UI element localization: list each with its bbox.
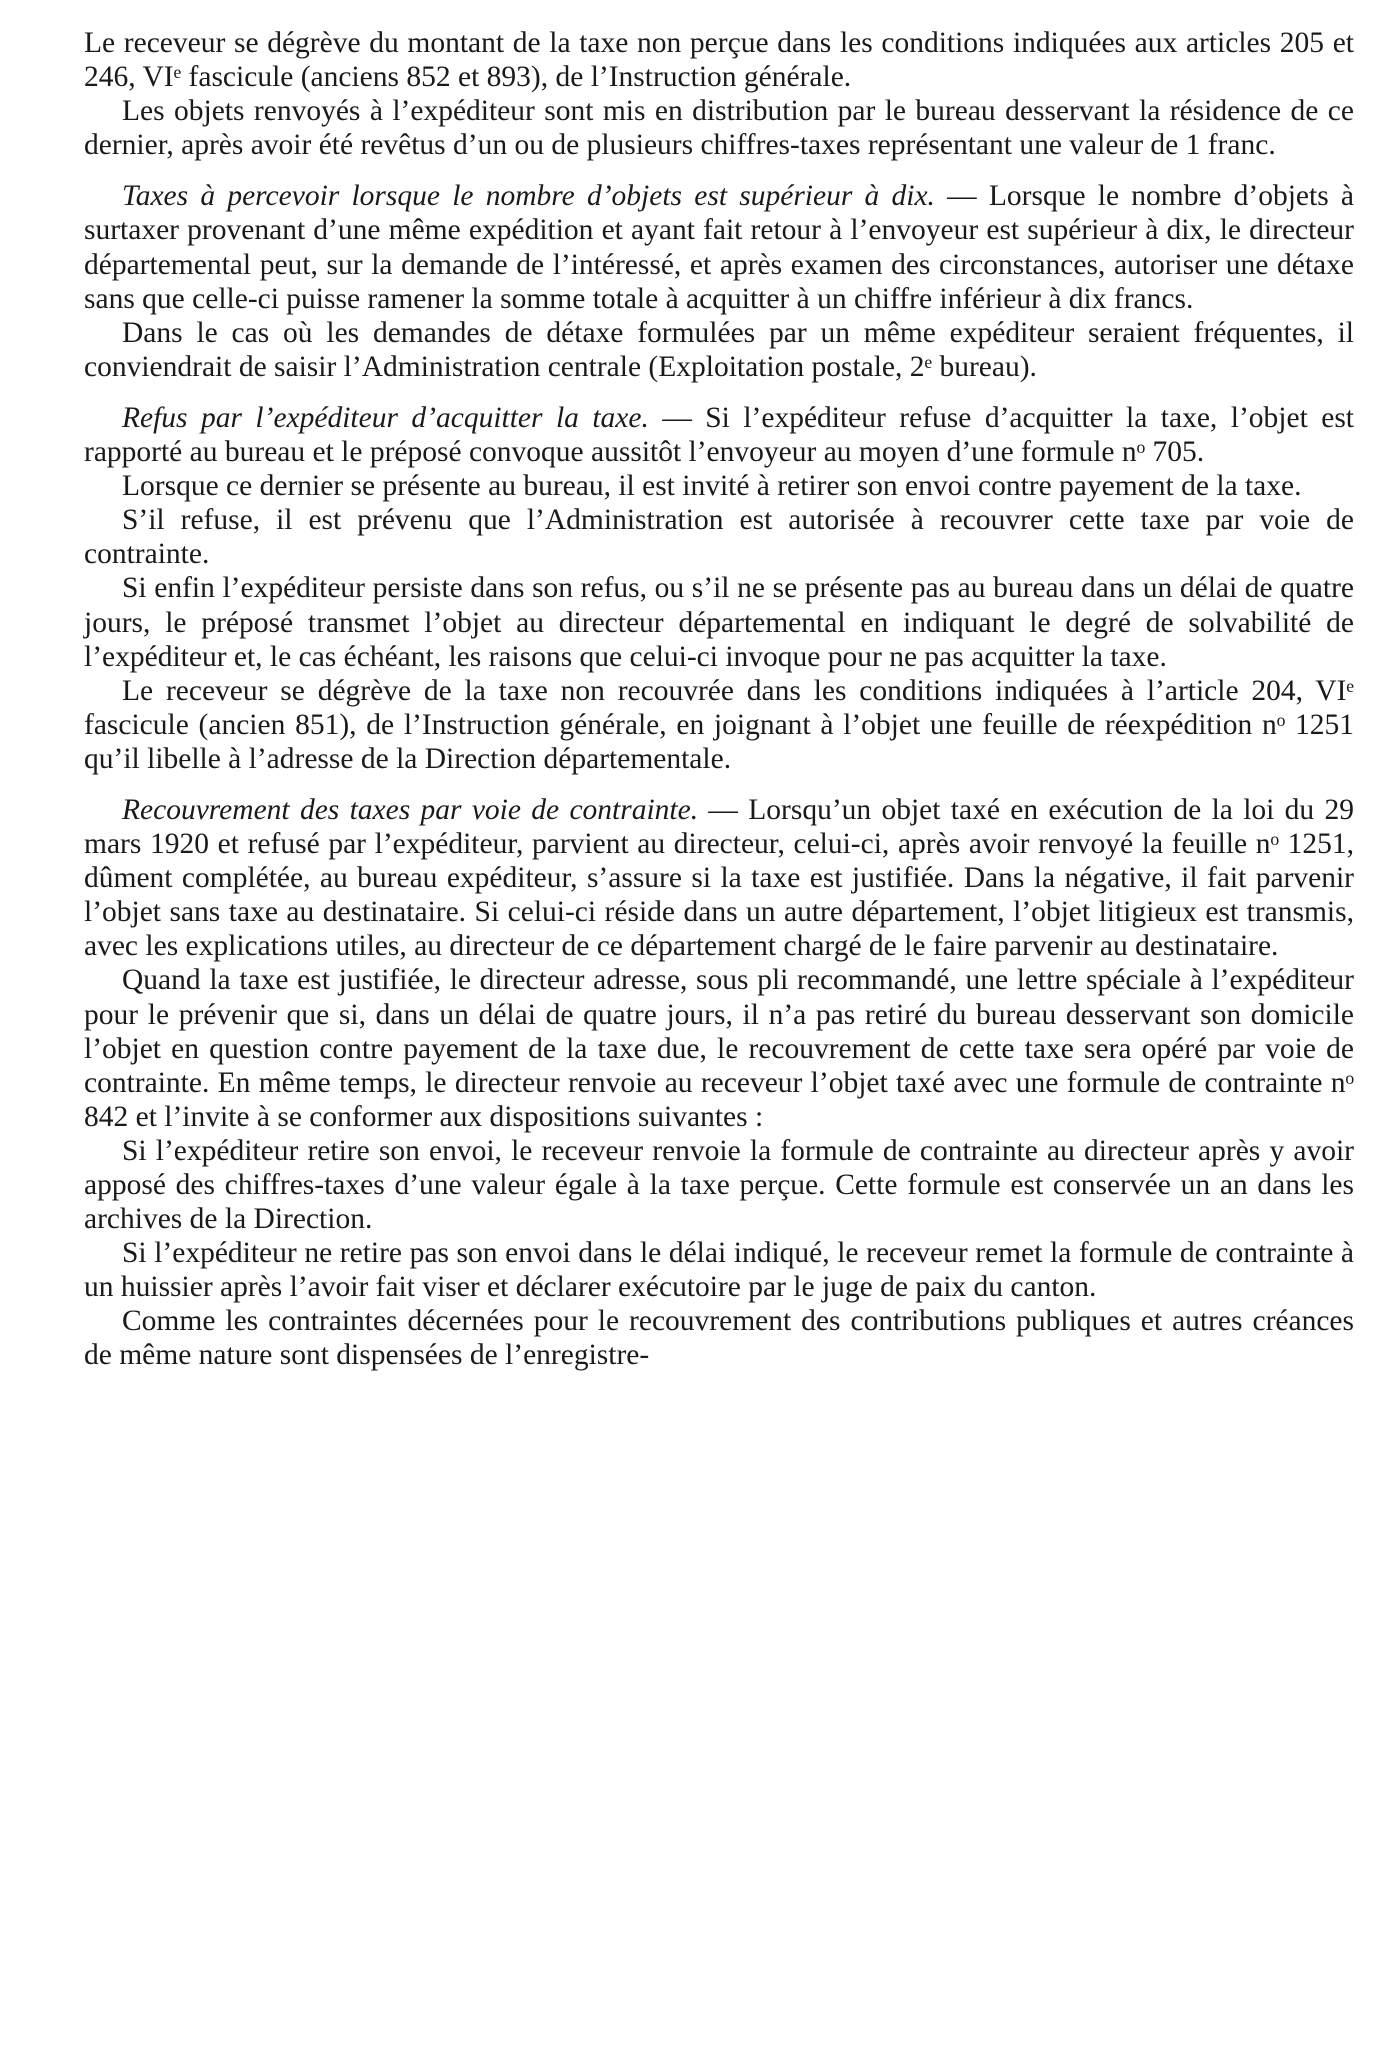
paragraph-2: [84, 94, 1354, 162]
paragraph-text: Le receveur se dégrève du montant de la taxe non perçue dans les conditions indiquées aux articles 205 et 246, VIᵉ fascicule (anciens 852 et 893), de l’Instruction générale.: [84, 27, 1354, 94]
section-heading: Recouvrement des taxes par voie de contrainte.: [122, 793, 699, 826]
paragraph-1: [84, 26, 1354, 94]
paragraph-14: [84, 1304, 1354, 1372]
section-heading: Taxes à percevoir lorsque le nombre d’objets est supérieur à dix.: [122, 180, 935, 213]
document-page: [84, 26, 1354, 1373]
paragraph-4: [84, 316, 1354, 384]
section-heading: Refus par l’expéditeur d’acquitter la taxe.: [122, 401, 649, 434]
paragraph-text: — Lorsque le nombre d’objets à surtaxer provenant d’une même expédition et ayant fait retour à l’envoyeur est supérieur à dix, le directeur départemental peut, sur la demande de l’intéressé, et après examen des circonstances, autoriser une détaxe sans que celle-ci puisse ramener la somme totale à acquitter à un chiffre inférieur à dix francs.: [84, 180, 1354, 315]
paragraph-5: [84, 401, 1354, 469]
paragraph-text: — Lorsqu’un objet taxé en exécution de la loi du 29 mars 1920 et refusé par l’expéditeur, parvient au directeur, celui-ci, après avoir renvoyé la feuille nᵒ 1251, dûment complétée, au bureau expéditeur, s’assure si la taxe est justifiée. Dans la négative, il fait parvenir l’objet sans taxe au destinataire. Si celui-ci réside dans un autre département, l’objet litigieux est transmis, avec les explications utiles, au directeur de ce département chargé de le faire parvenir au destinataire.: [84, 793, 1354, 963]
paragraph-8: [84, 571, 1354, 673]
paragraph-text: Quand la taxe est justifiée, le directeur adresse, sous pli recommandé, une lettre spéciale à l’expéditeur pour le prévenir que si, dans un délai de quatre jours, il n’a pas retiré du bureau desservant son domicile l’objet en question contre payement de la taxe due, le recouvrement de cette taxe sera opéré par voie de contrainte. En même temps, le directeur renvoie au receveur l’objet taxé avec une formule de contrainte nᵒ 842 et l’invite à se conformer aux dispositions suivantes :: [84, 964, 1354, 1133]
paragraph-7: [84, 503, 1354, 571]
paragraph-10: [84, 793, 1354, 963]
paragraph-12: [84, 1134, 1354, 1236]
paragraph-text: Si enfin l’expéditeur persiste dans son refus, ou s’il ne se présente pas au bureau dans un délai de quatre jours, le préposé transmet l’objet au directeur départemental en indiquant le degré de solvabilité de l’expéditeur et, le cas échéant, les raisons que celui-ci invoque pour ne pas acquitter la taxe.: [84, 572, 1354, 673]
paragraph-text: Lorsque ce dernier se présente au bureau, il est invité à retirer son envoi contre payement de la taxe.: [122, 470, 1302, 503]
paragraph-3: [84, 179, 1354, 315]
paragraph-11: [84, 963, 1354, 1133]
paragraph-text: Si l’expéditeur retire son envoi, le receveur renvoie la formule de contrainte au directeur après y avoir apposé des chiffres-taxes d’une valeur égale à la taxe perçue. Cette formule est conservée un an dans les archives de la Direction.: [84, 1134, 1354, 1236]
paragraph-text: S’il refuse, il est prévenu que l’Administration est autorisée à recouvrer cette taxe par voie de contrainte.: [84, 504, 1354, 571]
paragraph-9: [84, 674, 1354, 776]
paragraph-6: [84, 469, 1354, 503]
paragraph-text: Le receveur se dégrève de la taxe non recouvrée dans les conditions indiquées à l’article 204, VIᵉ fascicule (ancien 851), de l’Instruction générale, en joignant à l’objet une feuille de réexpédition nᵒ 1251 qu’il libelle à l’adresse de la Direction départementale.: [84, 674, 1354, 775]
paragraph-text: Dans le cas où les demandes de détaxe formulées par un même expéditeur seraient fréquentes, il conviendrait de saisir l’Administration centrale (Exploitation postale, 2ᵉ bureau).: [84, 316, 1354, 383]
paragraph-text: Si l’expéditeur ne retire pas son envoi dans le délai indiqué, le receveur remet la formule de contrainte à un huissier après l’avoir fait viser et déclarer exécutoire par le juge de paix du canton.: [84, 1237, 1354, 1304]
paragraph-text: — Si l’expéditeur refuse d’acquitter la taxe, l’objet est rapporté au bureau et le préposé convoque aussitôt l’envoyeur au moyen d’une formule nᵒ 705.: [84, 401, 1354, 469]
paragraph-text: Les objets renvoyés à l’expéditeur sont mis en distribution par le bureau desservant la résidence de ce dernier, après avoir été revêtus d’un ou de plusieurs chiffres-taxes représentant une valeur de 1 franc.: [84, 95, 1354, 162]
paragraph-text: Comme les contraintes décernées pour le recouvrement des contributions publiques et autres créances de même nature sont dispensées de l’enregistre-: [84, 1305, 1354, 1372]
paragraph-13: [84, 1236, 1354, 1304]
